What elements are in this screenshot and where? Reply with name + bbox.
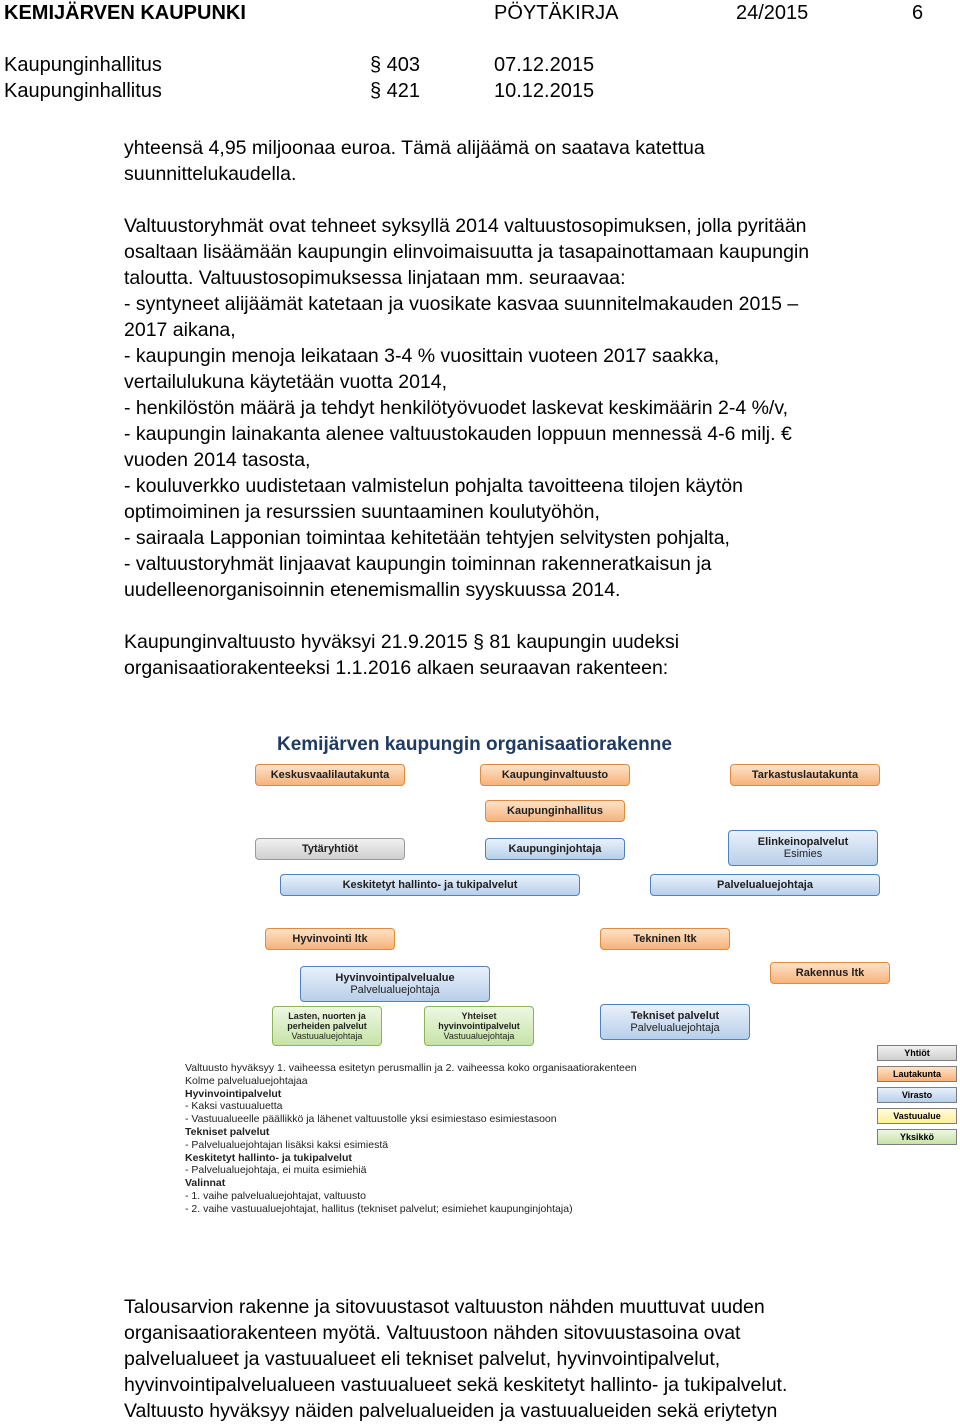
box-sublabel: Esimies xyxy=(783,848,823,860)
box-kaupunginjohtaja xyxy=(485,838,625,860)
box-hyvinvointi-ltk xyxy=(265,928,395,950)
text-line: Valtuusto hyväksyy näiden palvelualueiden ja vastuualueiden sekä eriytetyn xyxy=(124,1400,778,1422)
legend-label: Yksikkö xyxy=(899,1132,935,1142)
box-line: hyvinvointipalvelut xyxy=(438,1021,520,1031)
box-label: Elinkeinopalvelut xyxy=(757,836,849,848)
box-keskitetyt xyxy=(280,874,580,896)
legend-label: Lautakunta xyxy=(892,1069,941,1079)
note-line: Tekniset palvelut xyxy=(185,1125,270,1138)
text-line: - syntyneet alijäämät katetaan ja vuosikate kasvaa suunnitelmakauden 2015 – xyxy=(124,293,799,315)
meta-date-1: 07.12.2015 xyxy=(494,54,595,76)
note-line: - Vastuualueelle päällikkö ja lähenet valtuustolle yksi esimiestaso esimiestasoon xyxy=(185,1113,557,1126)
text-line: 2017 aikana, xyxy=(124,319,236,341)
note-line: - 2. vaihe vastuualuejohtajat, hallitus (tekniset palvelut; esimiehet kaupunginjohtaja) xyxy=(185,1202,573,1215)
box-rakennus-ltk xyxy=(770,962,890,984)
box-line: Vastuualuejohtaja xyxy=(291,1031,363,1041)
box-line: perheiden palvelut xyxy=(287,1021,367,1031)
box-elinkeinopalvelut xyxy=(728,830,878,866)
box-line: Lasten, nuorten ja xyxy=(288,1011,366,1021)
box-label: Tytäryhtiöt xyxy=(301,843,359,855)
note-line: Hyvinvointipalvelut xyxy=(185,1087,282,1100)
box-tarkastuslautakunta xyxy=(730,764,880,786)
org-chart-title: Kemijärven kaupungin organisaatiorakenne xyxy=(277,734,672,755)
box-label: Tekniset palvelut xyxy=(630,1010,720,1022)
box-keskusvaalilautakunta xyxy=(255,764,405,786)
organization-name: KEMIJÄRVEN KAUPUNKI xyxy=(4,2,246,24)
legend-yksikko xyxy=(877,1129,957,1145)
box-label: Rakennus ltk xyxy=(795,967,865,979)
document-number: 24/2015 xyxy=(736,2,809,24)
note-line: - Palvelualuejohtaja, ei muita esimiehiä xyxy=(185,1164,367,1177)
text-line: Talousarvion rakenne ja sitovuustasot valtuuston nähden muuttuvat uuden xyxy=(124,1296,765,1318)
box-label: Kaupunginjohtaja xyxy=(508,843,602,855)
text-line: yhteensä 4,95 miljoonaa euroa. Tämä alijäämä on saatava katettua xyxy=(124,137,705,159)
meta-section-1: § 403 xyxy=(370,54,421,76)
legend-label: Yhtiöt xyxy=(904,1048,930,1058)
box-tekniset-palvelut xyxy=(600,1004,750,1040)
meta-body-1: Kaupunginhallitus xyxy=(4,54,162,76)
text-line: taloutta. Valtuustosopimuksessa linjataan mm. seuraavaa: xyxy=(124,267,626,289)
note-line: Valtuusto hyväksyy 1. vaiheessa esitetyn perusmallin ja 2. vaiheessa koko organisaatiorakenteen xyxy=(185,1062,637,1074)
organization-chart xyxy=(180,722,960,1252)
legend-vastuualue xyxy=(877,1108,957,1124)
box-label: Hyvinvointi ltk xyxy=(292,933,368,945)
text-line: hyvinvointipalvelualueen vastuualueet sekä keskitetyt hallinto- ja tukipalvelut. xyxy=(124,1374,788,1396)
box-sublabel: Palvelualuejohtaja xyxy=(350,984,440,996)
body-text-top xyxy=(124,135,809,681)
org-chart-notes xyxy=(185,1062,725,1216)
box-label: Hyvinvointipalvelualue xyxy=(335,972,455,984)
text-line: organisaatiorakenteen myötä. Valtuustoon nähden sitovuustasoina ovat xyxy=(124,1322,741,1344)
legend-lautakunta xyxy=(877,1066,957,1082)
note-line: Keskitetyt hallinto- ja tukipalvelut xyxy=(185,1151,352,1164)
box-label: Palvelualuejohtaja xyxy=(717,879,813,891)
legend-label: Vastuualue xyxy=(893,1111,941,1121)
text-line: Valtuustoryhmät ovat tehneet syksyllä 2014 valtuustosopimuksen, jolla pyritään xyxy=(124,215,807,237)
paragraph-gap xyxy=(124,187,809,213)
box-label: Tekninen ltk xyxy=(633,933,697,945)
text-line: suunnittelukaudella. xyxy=(124,163,297,185)
text-line: - kaupungin lainakanta alenee valtuustokauden loppuun mennessä 4-6 milj. € xyxy=(124,423,792,445)
paragraph-gap xyxy=(124,603,809,629)
legend-virasto xyxy=(877,1087,957,1103)
text-line: Kaupunginvaltuusto hyväksyi 21.9.2015 § 81 kaupungin uudeksi xyxy=(124,631,680,653)
box-yhteiset-palvelut xyxy=(424,1006,534,1046)
legend-yhtiot xyxy=(877,1045,957,1061)
meta-body-2: Kaupunginhallitus xyxy=(4,80,162,102)
note-line: - 1. vaihe palvelualuejohtajat, valtuusto xyxy=(185,1189,366,1202)
note-line: - Kaksi vastuualuetta xyxy=(185,1100,283,1113)
meta-section-2: § 421 xyxy=(370,80,421,102)
text-line: - kouluverkko uudistetaan valmistelun pohjalta tavoitteena tilojen käytön xyxy=(124,475,743,497)
box-palvelualuejohtaja xyxy=(650,874,880,896)
box-line: Vastuualuejohtaja xyxy=(443,1031,515,1041)
text-line: uudelleenorganisoinnin etenemismallin syyskuussa 2014. xyxy=(124,579,621,601)
box-lasten-palvelut xyxy=(272,1006,382,1046)
box-sublabel: Palvelualuejohtaja xyxy=(630,1022,720,1034)
box-label: Tarkastuslautakunta xyxy=(751,769,859,781)
box-kaupunginvaltuusto xyxy=(480,764,630,786)
text-line: organisaatiorakenteeksi 1.1.2016 alkaen seuraavan rakenteen: xyxy=(124,657,669,679)
box-tekninen-ltk xyxy=(600,928,730,950)
text-line: - kaupungin menoja leikataan 3-4 % vuosittain vuoteen 2017 saakka, xyxy=(124,345,720,367)
box-label: Keskitetyt hallinto- ja tukipalvelut xyxy=(342,879,518,891)
box-hyvinvointipalvelualue xyxy=(300,966,490,1002)
text-line: - henkilöstön määrä ja tehdyt henkilötyövuodet laskevat keskimäärin 2-4 %/v, xyxy=(124,397,789,419)
text-line: palvelualueet ja vastuualueet eli tekniset palvelut, hyvinvointipalvelut, xyxy=(124,1348,721,1370)
body-text-bottom xyxy=(124,1294,787,1424)
box-kaupunginhallitus xyxy=(485,800,625,822)
page-number: 6 xyxy=(912,2,924,24)
text-line: - sairaala Lapponian toimintaa kehitetään tehtyjen selvitysten pohjalta, xyxy=(124,527,730,549)
note-line: - Palvelualuejohtajan lisäksi kaksi esimiestä xyxy=(185,1138,389,1151)
box-tytaryhtiot xyxy=(255,838,405,860)
document-type: PÖYTÄKIRJA xyxy=(494,2,619,24)
box-line: Yhteiset xyxy=(461,1011,497,1021)
box-label: Kaupunginvaltuusto xyxy=(501,769,609,781)
text-line: vertailulukuna käytetään vuotta 2014, xyxy=(124,371,448,393)
box-label: Keskusvaalilautakunta xyxy=(270,769,390,781)
text-line: osaltaan lisäämään kaupungin elinvoimaisuutta ja tasapainottamaan kaupungin xyxy=(124,241,810,263)
meta-date-2: 10.12.2015 xyxy=(494,80,595,102)
note-line: Kolme palvelualuejohtajaa xyxy=(185,1074,308,1087)
legend-label: Virasto xyxy=(901,1090,933,1100)
note-line: Valinnat xyxy=(185,1177,226,1190)
text-line: vuoden 2014 tasosta, xyxy=(124,449,311,471)
box-label: Kaupunginhallitus xyxy=(507,805,603,817)
text-line: - valtuustoryhmät linjaavat kaupungin toiminnan rakenneratkaisun ja xyxy=(124,553,712,575)
text-line: optimoiminen ja resurssien suuntaaminen koulutyöhön, xyxy=(124,501,600,523)
